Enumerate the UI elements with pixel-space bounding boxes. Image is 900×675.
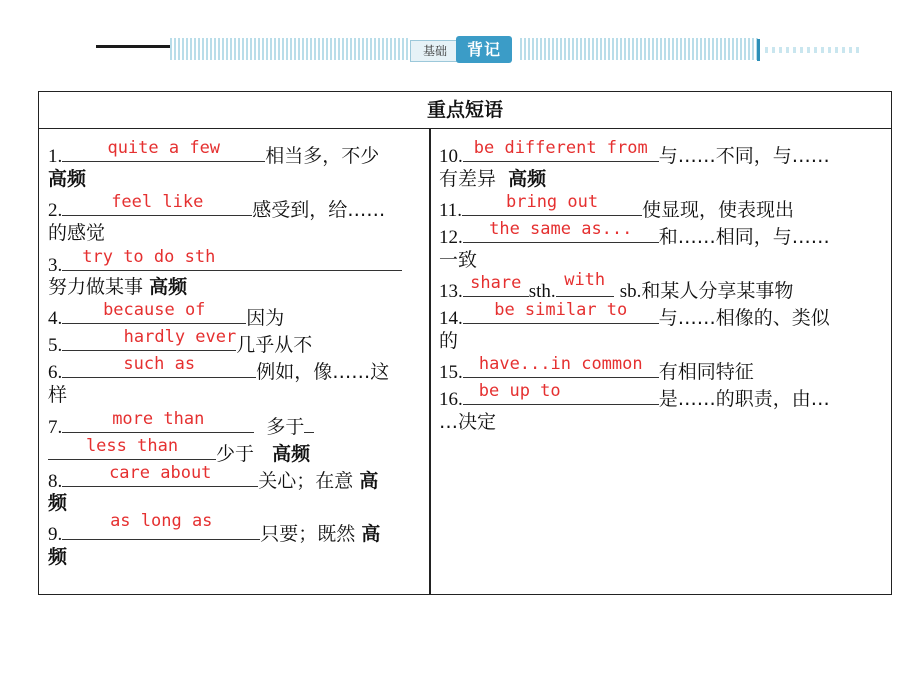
frequency-tag: 频 [48, 546, 68, 568]
answer-blank [48, 437, 216, 460]
answer-blank [463, 382, 659, 405]
phrase-item-14-cont [439, 328, 458, 355]
item-number: 2. [48, 200, 63, 221]
answer-blank [463, 355, 659, 378]
meaning: 感受到，给…… [252, 199, 386, 221]
phrase-item-2-cont [48, 220, 105, 247]
badge-small: 基础 [410, 40, 460, 62]
section-badge [410, 36, 520, 64]
header-rule [96, 45, 170, 48]
meaning: 和……相同，与…… [658, 226, 830, 248]
frequency-tag: 高 [359, 470, 379, 492]
item-number: 4. [48, 308, 63, 329]
answer-blank [62, 511, 260, 540]
answer-text: care about [109, 463, 212, 483]
phrase-text: sth. [528, 281, 556, 302]
answer-blank [463, 274, 529, 297]
meaning: 与……不同，与…… [658, 145, 830, 167]
answer-blank [62, 139, 265, 162]
meaning: 努力做某事 [48, 276, 144, 298]
item-number: 11. [439, 200, 463, 221]
answer-text: more than [112, 409, 205, 429]
frequency-tag: 频 [48, 492, 68, 514]
meaning: 只要；既然 [260, 523, 356, 545]
meaning: 例如，像……这 [256, 361, 390, 383]
column-divider [429, 128, 431, 594]
header-stripe-left [170, 38, 410, 60]
meaning: 一致 [439, 249, 478, 271]
answer-blank [463, 220, 659, 243]
meaning: 是……的职责，由… [658, 388, 830, 410]
meaning: 有差异 [439, 168, 497, 190]
meaning: 关心；在意 [258, 470, 354, 492]
meaning: 相当多，不少 [265, 145, 380, 167]
item-number: 13. [439, 281, 463, 302]
phrase-item-1 [48, 139, 379, 170]
phrase-item-6-cont [48, 382, 67, 409]
phrase-item-8 [48, 464, 378, 495]
answer-blank [462, 193, 642, 216]
meaning: 使显现，使表现出 [642, 199, 795, 221]
answer-text: less than [85, 436, 179, 456]
blank-stub [304, 410, 314, 433]
answer-blank [463, 301, 659, 324]
meaning: …决定 [439, 411, 497, 433]
answer-blank [62, 328, 236, 351]
phrase-table [38, 91, 892, 595]
answer-text: try to do sth [82, 247, 216, 267]
table-title: 重点短语 [39, 92, 891, 129]
meaning: 的感觉 [48, 222, 106, 244]
meaning: 多于 [266, 416, 305, 438]
answer-blank [62, 193, 252, 216]
answer-text: with [564, 270, 606, 290]
item-number: 10. [439, 146, 463, 167]
answer-blank [62, 464, 258, 487]
meaning: 和某人分享某事物 [641, 280, 794, 302]
answer-text: have...in common [478, 354, 643, 374]
meaning: 与……相像的、类似 [658, 307, 830, 329]
badge-big: 背记 [456, 36, 512, 63]
phrase-item-6 [48, 355, 389, 386]
answer-text: be up to [478, 381, 561, 401]
item-number: 5. [48, 335, 63, 356]
meaning: 少于 [216, 443, 255, 465]
meaning: 有相同特征 [658, 361, 754, 383]
answer-blank [62, 410, 254, 433]
phrase-item-9-cont [48, 544, 67, 571]
meaning: 几乎从不 [236, 334, 313, 356]
item-number: 6. [48, 362, 63, 383]
answer-blank [62, 301, 246, 324]
frequency-tag: 高频 [272, 443, 311, 465]
meaning: 样 [48, 384, 68, 406]
answer-text: as long as [110, 511, 213, 531]
phrase-item-14 [439, 301, 830, 332]
phrase-item-10-cont [439, 166, 546, 193]
item-number: 9. [48, 524, 63, 545]
answer-text: be similar to [494, 300, 628, 320]
item-number: 15. [439, 362, 463, 383]
phrase-item-1-tag [48, 166, 86, 193]
phrase-item-16 [439, 382, 830, 413]
answer-text: hardly ever [123, 327, 237, 347]
phrase-item-16-cont [439, 409, 496, 436]
item-number: 12. [439, 227, 463, 248]
answer-text: because of [103, 300, 206, 320]
answer-text: the same as... [489, 219, 633, 239]
frequency-tag: 高频 [149, 276, 188, 298]
phrase-item-12-cont [439, 247, 477, 274]
phrase-item-12 [439, 220, 830, 251]
item-number: 16. [439, 389, 463, 410]
answer-blank [62, 248, 402, 271]
item-number: 14. [439, 308, 463, 329]
phrase-item-3-cont [48, 274, 187, 301]
answer-blank [62, 355, 256, 378]
item-number: 8. [48, 471, 63, 492]
frequency-tag: 高频 [48, 168, 87, 190]
answer-text: quite a few [107, 138, 221, 158]
answer-blank [463, 139, 659, 162]
answer-text: feel like [111, 192, 204, 212]
item-number: 1. [48, 146, 63, 167]
frequency-tag: 高频 [508, 168, 547, 190]
meaning: 的 [439, 330, 459, 352]
answer-text: bring out [505, 192, 599, 212]
item-number: 7. [48, 417, 63, 438]
phrase-item-9 [48, 511, 381, 548]
item-number: 3. [48, 255, 63, 276]
answer-blank [556, 270, 614, 297]
header-stripe-right [520, 38, 760, 60]
header-bar [757, 39, 760, 61]
answer-text: such as [123, 354, 196, 374]
answer-text: be different from [473, 138, 648, 158]
answer-text: share [470, 273, 522, 293]
frequency-tag: 高 [361, 523, 381, 545]
phrase-text: sb. [619, 281, 642, 302]
header-dots [765, 47, 860, 53]
meaning: 因为 [246, 307, 285, 329]
